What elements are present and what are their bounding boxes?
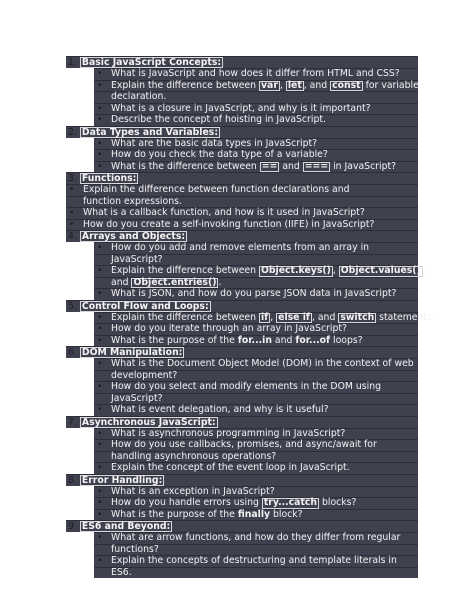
bullet-icon: • bbox=[97, 486, 103, 497]
bullet-icon: • bbox=[97, 359, 103, 369]
text: How do you check the data type of a variable? bbox=[111, 149, 328, 160]
inline-code: let bbox=[287, 79, 302, 91]
section-heading bbox=[66, 520, 418, 532]
bullet-icon: • bbox=[97, 266, 103, 276]
list-item bbox=[94, 80, 418, 92]
text: . bbox=[218, 276, 222, 288]
bullet-icon: • bbox=[97, 440, 103, 450]
list-item bbox=[94, 103, 418, 115]
list-item bbox=[94, 335, 418, 347]
bullet-icon: • bbox=[97, 289, 103, 299]
bullet-icon: • bbox=[97, 243, 103, 253]
bullet-icon: • bbox=[97, 80, 103, 91]
section bbox=[66, 474, 418, 521]
list-item bbox=[94, 288, 418, 300]
inline-code: const bbox=[332, 79, 361, 91]
text: in JavaScript? bbox=[330, 160, 397, 172]
list-item bbox=[94, 138, 418, 150]
section bbox=[66, 416, 418, 474]
section-number: 7. bbox=[68, 416, 77, 428]
section-title: DOM Manipulation: bbox=[81, 347, 183, 358]
bullet-icon: • bbox=[97, 382, 103, 392]
inline-code: if bbox=[260, 311, 269, 323]
list-item bbox=[94, 68, 418, 80]
question-list bbox=[66, 242, 426, 300]
bullet-icon: • bbox=[97, 556, 103, 566]
bullet-icon: • bbox=[69, 208, 75, 218]
text: , and bbox=[311, 311, 339, 323]
list-item bbox=[94, 242, 418, 254]
text: Explain the difference between function declarations and bbox=[83, 184, 350, 195]
bullet-icon: • bbox=[97, 509, 103, 520]
bullet-icon: • bbox=[97, 405, 103, 415]
section bbox=[66, 346, 418, 416]
list-item bbox=[94, 114, 418, 126]
question-list bbox=[66, 311, 435, 347]
text: How do you create a self-invoking function (IIFE) in JavaScript? bbox=[83, 218, 375, 230]
section-number: 1. bbox=[68, 57, 77, 68]
text: and bbox=[111, 276, 132, 288]
text: What is JSON, and how do you parse JSON data in JavaScript? bbox=[111, 288, 397, 299]
text: loops? bbox=[330, 334, 363, 346]
list-item bbox=[94, 311, 435, 324]
section-heading bbox=[66, 474, 418, 486]
question-list bbox=[66, 358, 418, 416]
section-heading bbox=[66, 172, 418, 184]
text: How do you add and remove elements from an array in bbox=[111, 242, 370, 253]
text: , and bbox=[303, 79, 331, 91]
list-item bbox=[94, 451, 418, 463]
list-item bbox=[94, 404, 418, 416]
section bbox=[66, 172, 418, 230]
text: How do you use callbacks, promises, and async/await for bbox=[111, 439, 377, 450]
question-list bbox=[66, 68, 418, 126]
section-heading bbox=[66, 126, 418, 138]
inline-code: try...catch bbox=[263, 497, 318, 508]
section-title: ES6 and Beyond: bbox=[81, 521, 171, 532]
inline-code: === bbox=[304, 160, 329, 172]
list-item bbox=[94, 486, 418, 498]
list-item bbox=[94, 381, 418, 393]
section-number: 3. bbox=[68, 173, 77, 184]
section-number: 9. bbox=[68, 521, 77, 532]
section-title: Basic JavaScript Concepts: bbox=[81, 57, 222, 68]
list-item bbox=[66, 184, 418, 196]
section-heading bbox=[66, 300, 418, 312]
text: Explain the concepts of destructuring and template literals in bbox=[111, 555, 397, 566]
text: for variable bbox=[362, 79, 419, 91]
list-item bbox=[94, 277, 418, 289]
question-list bbox=[66, 138, 418, 173]
bullet-icon: • bbox=[97, 463, 103, 473]
inline-code: Object.entries() bbox=[133, 276, 217, 288]
text: What is the purpose of the bbox=[111, 508, 238, 520]
bullet-icon: • bbox=[97, 312, 103, 323]
section bbox=[66, 300, 435, 347]
text: What are arrow functions, and how do they differ from regular bbox=[111, 532, 401, 543]
bullet-icon: • bbox=[97, 69, 103, 79]
bullet-icon: • bbox=[97, 138, 103, 149]
section-number: 5. bbox=[68, 300, 77, 312]
section-title: Functions: bbox=[81, 173, 137, 184]
text: What is event delegation, and why is it useful? bbox=[111, 404, 329, 415]
list-item bbox=[94, 509, 418, 521]
section-heading bbox=[66, 56, 418, 68]
text: blocks? bbox=[319, 497, 357, 508]
text: JavaScript? bbox=[111, 392, 163, 404]
section-heading bbox=[66, 416, 418, 428]
section bbox=[66, 126, 418, 173]
list-item bbox=[94, 567, 418, 579]
list-item bbox=[94, 544, 418, 556]
bullet-icon: • bbox=[69, 219, 75, 230]
inline-code: Object.values() bbox=[340, 265, 421, 276]
text: block? bbox=[270, 508, 303, 520]
list-item bbox=[66, 207, 418, 219]
list-item bbox=[94, 254, 418, 266]
text: Explain the difference between bbox=[111, 265, 259, 276]
bullet-icon: • bbox=[97, 150, 103, 160]
list-item bbox=[94, 370, 418, 382]
list-item bbox=[66, 219, 418, 231]
text: What is JavaScript and how does it differ from HTML and CSS? bbox=[111, 68, 400, 79]
text: handling asynchronous operations? bbox=[111, 450, 277, 462]
list-item bbox=[94, 497, 418, 509]
text: What is an exception in JavaScript? bbox=[111, 485, 275, 497]
list-item bbox=[94, 265, 426, 277]
inline-code: var bbox=[260, 79, 278, 91]
section-title: Control Flow and Loops: bbox=[81, 300, 209, 312]
section-number: 8. bbox=[68, 474, 77, 486]
section-title: Arrays and Objects: bbox=[81, 231, 186, 242]
bold-text: for...of bbox=[295, 334, 331, 346]
text: ES6. bbox=[111, 566, 132, 578]
bullet-icon: • bbox=[69, 185, 75, 195]
question-list bbox=[66, 532, 418, 578]
text: , bbox=[332, 265, 339, 276]
list-item bbox=[94, 161, 418, 173]
text: declaration. bbox=[111, 91, 167, 102]
bullet-icon: • bbox=[97, 335, 103, 346]
list-item bbox=[94, 532, 418, 544]
text: What is the Document Object Model (DOM) in the context of web bbox=[111, 358, 414, 369]
text: How do you iterate through an array in JavaScript? bbox=[111, 323, 347, 334]
text: and bbox=[271, 334, 296, 346]
bullet-icon: • bbox=[97, 115, 103, 125]
text: , bbox=[422, 265, 426, 276]
list-item bbox=[94, 393, 418, 405]
list-item bbox=[94, 462, 418, 474]
text: What is asynchronous programming in JavaScript? bbox=[111, 427, 346, 439]
list-item bbox=[94, 91, 418, 103]
text: JavaScript? bbox=[111, 253, 163, 265]
text: How do you handle errors using bbox=[111, 497, 262, 508]
bold-text: for...in bbox=[237, 334, 272, 346]
text: and bbox=[279, 160, 303, 172]
inline-code: == bbox=[261, 160, 278, 172]
text: Describe the concept of hoisting in JavaScript. bbox=[111, 114, 326, 125]
text: , bbox=[270, 311, 277, 323]
bullet-icon: • bbox=[97, 498, 103, 508]
text: Explain the concept of the event loop in JavaScript. bbox=[111, 462, 350, 473]
text: , bbox=[279, 79, 286, 91]
section-title: Asynchronous JavaScript: bbox=[81, 416, 216, 428]
question-list bbox=[66, 486, 418, 521]
text: functions? bbox=[111, 543, 159, 555]
section-number: 4. bbox=[68, 231, 77, 242]
text: What is a callback function, and how is it used in JavaScript? bbox=[83, 207, 365, 218]
section bbox=[66, 56, 418, 126]
inline-code: Object.keys() bbox=[260, 265, 331, 276]
text: function expressions. bbox=[83, 195, 182, 207]
text: statements. bbox=[376, 311, 435, 323]
question-list bbox=[66, 184, 418, 230]
text: What is the difference between bbox=[111, 160, 260, 172]
question-list bbox=[66, 428, 418, 474]
text: development? bbox=[111, 369, 178, 381]
list-item bbox=[94, 555, 418, 567]
bullet-icon: • bbox=[97, 103, 103, 114]
bullet-icon: • bbox=[97, 533, 103, 543]
list-item bbox=[94, 439, 418, 451]
text: How do you select and modify elements in the DOM using bbox=[111, 381, 381, 392]
section bbox=[66, 230, 426, 300]
section-number: 2. bbox=[68, 126, 77, 138]
section bbox=[66, 520, 418, 578]
inline-code: switch bbox=[340, 311, 375, 323]
text: Explain the difference between bbox=[111, 79, 259, 91]
section-title: Data Types and Variables: bbox=[81, 126, 219, 138]
list-item bbox=[94, 428, 418, 440]
list-item bbox=[66, 196, 418, 208]
text: What are the basic data types in JavaScript? bbox=[111, 137, 318, 149]
bullet-icon: • bbox=[97, 324, 103, 334]
document-list bbox=[66, 56, 435, 578]
section-number: 6. bbox=[68, 347, 77, 358]
text: What is a closure in JavaScript, and why is it important? bbox=[111, 102, 371, 114]
text: Explain the difference between bbox=[111, 311, 259, 323]
section-title: Error Handling: bbox=[81, 474, 163, 486]
list-item bbox=[94, 323, 418, 335]
list-item bbox=[94, 358, 418, 370]
section-heading bbox=[66, 230, 418, 242]
text: What is the purpose of the bbox=[111, 334, 238, 346]
bullet-icon: • bbox=[97, 161, 103, 172]
inline-code: else if bbox=[278, 311, 310, 323]
list-item bbox=[94, 149, 418, 161]
section-heading bbox=[66, 346, 418, 358]
bold-text: finally bbox=[237, 508, 271, 520]
bullet-icon: • bbox=[97, 428, 103, 439]
